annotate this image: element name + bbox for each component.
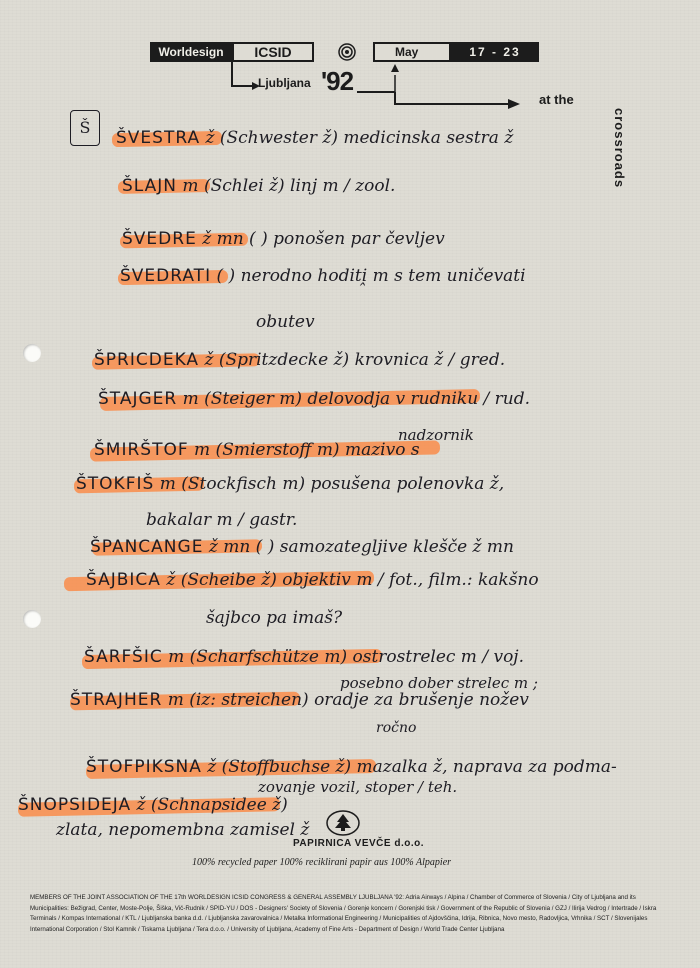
- letterhead-year: '92: [321, 66, 354, 96]
- entry-definition: ( ) nerodno hoditi̭ m s tem uničevati: [216, 266, 526, 286]
- entry-term: ŠNOPSIDEJA: [18, 795, 132, 815]
- entry-definition: ž mn ( ) ponošen par čevljev: [202, 229, 445, 249]
- entry-term: ŠTAJGER: [98, 389, 178, 409]
- letterhead-at-the: at the: [539, 92, 574, 107]
- entry-continuation: zovanje vozil, stoper / teh.: [258, 778, 458, 796]
- entry-definition: m (Smierstoff m) mazivo s: [194, 440, 420, 460]
- entry-smirstof: [94, 440, 420, 460]
- entry-stofpiksna: [86, 757, 617, 777]
- entry-definition: ž (Spritzdecke ž) krovnica ž / gred.: [204, 350, 506, 370]
- letterhead-icsid: ICSID: [232, 42, 314, 62]
- entry-continuation: zlata, nepomembna zamisel ž: [56, 820, 310, 840]
- letterhead-month: May: [373, 42, 451, 62]
- entry-spricdeka: [94, 350, 505, 370]
- entry-stokfis: [76, 474, 504, 494]
- entry-spancange: [90, 537, 514, 557]
- entry-snopsideja: [18, 795, 288, 815]
- entry-definition: m (Schlei ž) linj m / zool.: [182, 176, 396, 196]
- entry-term: ŠMIRŠTOF: [94, 440, 189, 460]
- entry-svedrati: [120, 266, 526, 286]
- entry-term: ŠTRAJHER: [70, 690, 163, 710]
- entry-sajbica: [86, 570, 539, 590]
- entry-definition: ž (Schwester ž) medicinska sestra ž: [205, 128, 514, 148]
- entry-term: ŠPRICDEKA: [94, 350, 200, 370]
- entry-term: ŠVESTRA: [116, 128, 201, 148]
- entry-note: nadzornik: [398, 426, 474, 444]
- entry-term: ŠLAJN: [122, 176, 178, 196]
- letterhead-crossroads: crossroads: [612, 108, 627, 189]
- entry-stajger: [98, 389, 530, 409]
- tree-logo-icon: [326, 810, 360, 836]
- entry-term: ŠVEDRATI: [120, 266, 212, 286]
- entry-term: ŠTOKFIŠ: [76, 474, 155, 494]
- entry-term: ŠARFŠIC: [84, 647, 163, 667]
- entry-note: ročno: [376, 720, 417, 736]
- entry-strajher: [70, 690, 529, 710]
- entry-definition: m (iz: streichen) oradje za brušenje nožev: [167, 690, 529, 710]
- margin-letter-mark: Š: [70, 110, 100, 146]
- entry-sarfsic: [84, 647, 524, 667]
- entry-term: ŠVEDRE: [122, 229, 197, 249]
- letterhead-worldesign: Worldesign: [150, 42, 232, 62]
- entry-term: ŠTOFPIKSNA: [86, 757, 202, 777]
- company-name: PAPIRNICA VEVČE d.o.o.: [293, 838, 425, 849]
- entry-continuation: posebno dober strelec m ;: [340, 674, 538, 692]
- entry-continuation: šajbco pa imaš?: [206, 608, 343, 628]
- members-footer: MEMBERS OF THE JOINT ASSOCIATION OF THE 17th WORLDESIGN ICSID CONGRESS & GENERAL ASSEMBLY LJUBLJANA '92: Adria Airways / Alpina / Chamber of Commerce of Slovenia / City of Ljubljana and its Municipalities: Bežigrad, Center, Moste-Polje, Šiška, Vič-Rudnik / SPID-YU / DOS - Designers' Society of Slovenia / Gorenje koncern / Gorenjski tisk / Government of the Republic of Slovenia / GZJ / Ilirija Vedrog / Intertrade / Iskra Terminals / Kompas International / KTL / Ljubljanska banka d.d. / Ljubljanska zavarovalnica / Metalka Informational Engineering / Municipalities of Ajdovščina, Idrija, Ribnica, Novo mesto, Radovljica, Vrhnika / SCT / Slovenijales International Corporation / Stol Kamnik / Tiskarna Ljubljana / Tera d.o.o. / University of Ljubljana, Academy of Fine Arts - Department of Design / World Trade Center Ljubljana: [30, 894, 657, 933]
- entry-continuation: bakalar m / gastr.: [146, 510, 298, 530]
- entry-definition: m (Stockfisch m) posušena polenovka ž,: [159, 474, 505, 494]
- entry-slajn: [122, 176, 395, 196]
- entry-definition: ž (Scheibe ž) objektiv m / fot., film.: kakšno: [166, 570, 539, 590]
- entry-svedre: [122, 229, 445, 249]
- paper-tagline: 100% recycled paper 100% reciklirani papir aus 100% Alpapier: [192, 857, 452, 868]
- entry-continuation: obutev: [256, 312, 315, 332]
- entry-svestra: [116, 128, 513, 148]
- entry-definition: ž mn ( ) samozategljive klešče ž mn: [208, 537, 514, 557]
- letterhead-city: Ljubljana: [258, 76, 311, 90]
- entry-term: ŠAJBICA: [86, 570, 161, 590]
- punch-hole: [23, 344, 41, 362]
- letterhead-dates: 17 - 23: [451, 42, 539, 62]
- entry-term: ŠPANCANGE: [90, 537, 204, 557]
- entry-definition: m (Scharfschütze m) ostrostrelec m / voj.: [168, 647, 524, 667]
- entry-definition: ž (Schnapsidee ž): [136, 795, 288, 815]
- punch-hole: [23, 610, 41, 628]
- entry-definition: ž (Stoffbuchse ž) mazalka ž, naprava za podma-: [207, 757, 617, 777]
- entry-definition: m (Steiger m) delovodja v rudniku / rud.: [182, 389, 531, 409]
